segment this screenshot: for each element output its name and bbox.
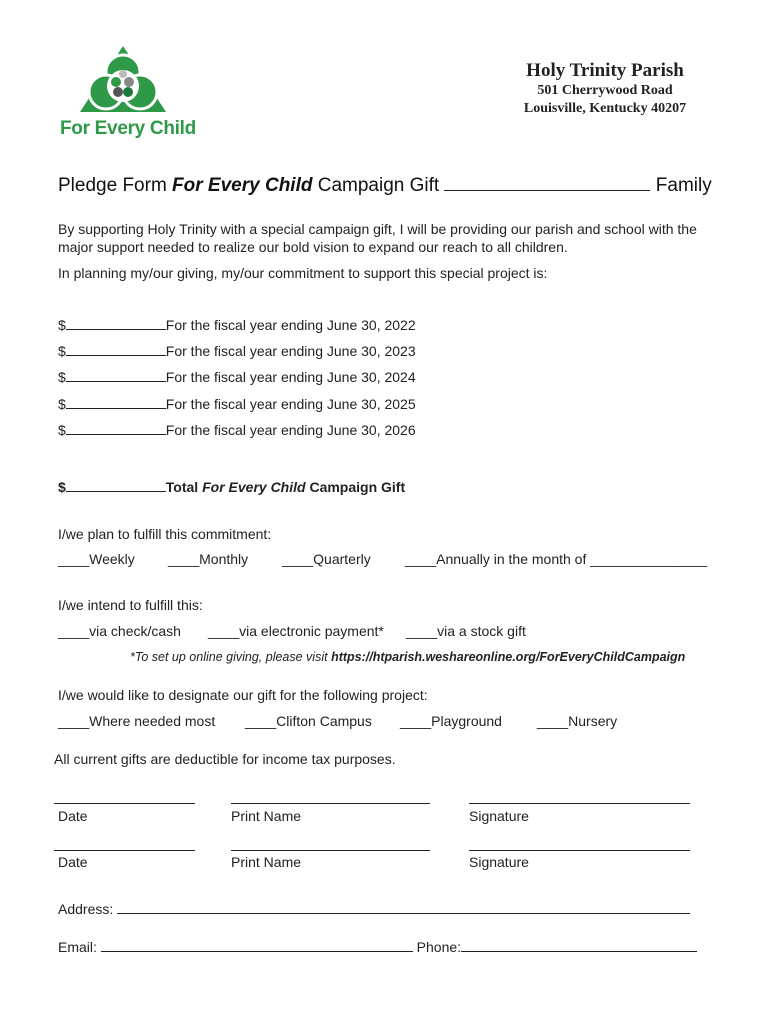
amount-field-2023[interactable] (66, 341, 166, 356)
address-row (58, 899, 690, 917)
note-prefix: *To set up online giving, please visit (130, 650, 332, 664)
date-label-1: Date (58, 808, 88, 824)
amount-field-2022[interactable] (66, 315, 166, 330)
title-suffix: Campaign Gift (312, 175, 440, 196)
phone-field[interactable] (461, 937, 697, 952)
print-name-line-2[interactable] (231, 850, 430, 851)
email-label: Email: (58, 939, 101, 955)
dollar-sign: $ (58, 317, 66, 333)
signature-label-2: Signature (469, 854, 529, 870)
option-quarterly[interactable]: ____Quarterly (282, 551, 371, 567)
amount-field-2024[interactable] (66, 367, 166, 382)
pledge-row-2026 (58, 420, 416, 438)
pledge-label: For the fiscal year ending June 30, 2023 (165, 343, 416, 359)
pledge-label: For the fiscal year ending June 30, 2025 (165, 396, 416, 412)
dollar-sign: $ (58, 422, 66, 438)
print-name-label-2: Print Name (231, 854, 302, 870)
dollar-sign: $ (58, 343, 66, 359)
phone-label: Phone: (412, 939, 462, 955)
total-campaign: For Every Child (202, 479, 306, 495)
signature-line-2[interactable] (469, 850, 690, 851)
parish-address-line2: Louisville, Kentucky 40207 (523, 101, 687, 116)
online-giving-link[interactable]: https://htparish.weshareonline.org/ForEveryChildCampaign (331, 650, 686, 664)
intro-commitment: In planning my/our giving, my/our commitment to support this special project is: (58, 265, 548, 281)
date-line-2[interactable] (54, 850, 195, 851)
option-monthly[interactable]: ____Monthly (168, 551, 249, 567)
page-title (58, 173, 712, 197)
dollar-sign: $ (58, 479, 66, 495)
pledge-label: For the fiscal year ending June 30, 2024 (165, 369, 416, 385)
deductible-note: All current gifts are deductible for income tax purposes. (54, 751, 396, 767)
option-electronic-payment[interactable]: ____via electronic payment* (208, 623, 384, 639)
parish-name: Holy Trinity Parish (526, 60, 684, 81)
family-name-field[interactable] (444, 173, 650, 191)
logo-text: For Every Child (60, 118, 196, 139)
pledge-label: For the fiscal year ending June 30, 2026 (165, 422, 416, 438)
pledge-row-2025 (58, 394, 416, 412)
title-family: Family (655, 175, 712, 196)
intro-line1: By supporting Holy Trinity with a special campaign gift, I will be providing our parish and school with the (58, 221, 697, 237)
signature-line-1[interactable] (469, 803, 690, 804)
title-campaign: For Every Child (172, 175, 313, 196)
total-suffix: Campaign Gift (305, 479, 406, 495)
option-nursery[interactable]: ____Nursery (537, 713, 618, 729)
pledge-row-2023 (58, 341, 416, 359)
intro-line2: major support needed to realize our bold vision to expand our reach to all children. (58, 239, 568, 255)
option-check-cash[interactable]: ____via check/cash (58, 623, 181, 639)
option-annually[interactable]: ____Annually in the month of _______________ (405, 551, 708, 567)
amount-field-2026[interactable] (66, 420, 166, 435)
pledge-row-2022 (58, 315, 416, 333)
print-name-label-1: Print Name (231, 808, 302, 824)
amount-field-2025[interactable] (66, 394, 166, 409)
parish-address-line1: 501 Cherrywood Road (537, 83, 673, 98)
pledge-row-2024 (58, 367, 416, 385)
email-phone-row (58, 937, 697, 955)
dollar-sign: $ (58, 396, 66, 412)
option-where-needed-most[interactable]: ____Where needed most (58, 713, 216, 729)
option-weekly[interactable]: ____Weekly (58, 551, 135, 567)
address-field[interactable] (117, 899, 690, 914)
title-prefix: Pledge Form (58, 175, 173, 196)
for-every-child-logo (58, 44, 198, 144)
method-heading: I/we intend to fulfill this: (58, 597, 203, 613)
project-heading: I/we would like to designate our gift for the following project: (58, 687, 428, 703)
total-amount-field[interactable] (66, 477, 166, 492)
option-clifton-campus[interactable]: ____Clifton Campus (245, 713, 372, 729)
dollar-sign: $ (58, 369, 66, 385)
address-label: Address: (58, 901, 118, 917)
option-playground[interactable]: ____Playground (400, 713, 502, 729)
print-name-line-1[interactable] (231, 803, 430, 804)
online-giving-note (130, 650, 685, 664)
schedule-heading: I/we plan to fulfill this commitment: (58, 526, 272, 542)
option-stock-gift[interactable]: ____via a stock gift (406, 623, 526, 639)
email-field[interactable] (101, 937, 413, 952)
date-line-1[interactable] (54, 803, 195, 804)
date-label-2: Date (58, 854, 88, 870)
signature-label-1: Signature (469, 808, 529, 824)
total-prefix: Total (165, 479, 203, 495)
pledge-label: For the fiscal year ending June 30, 2022 (165, 317, 416, 333)
total-row (58, 477, 405, 495)
